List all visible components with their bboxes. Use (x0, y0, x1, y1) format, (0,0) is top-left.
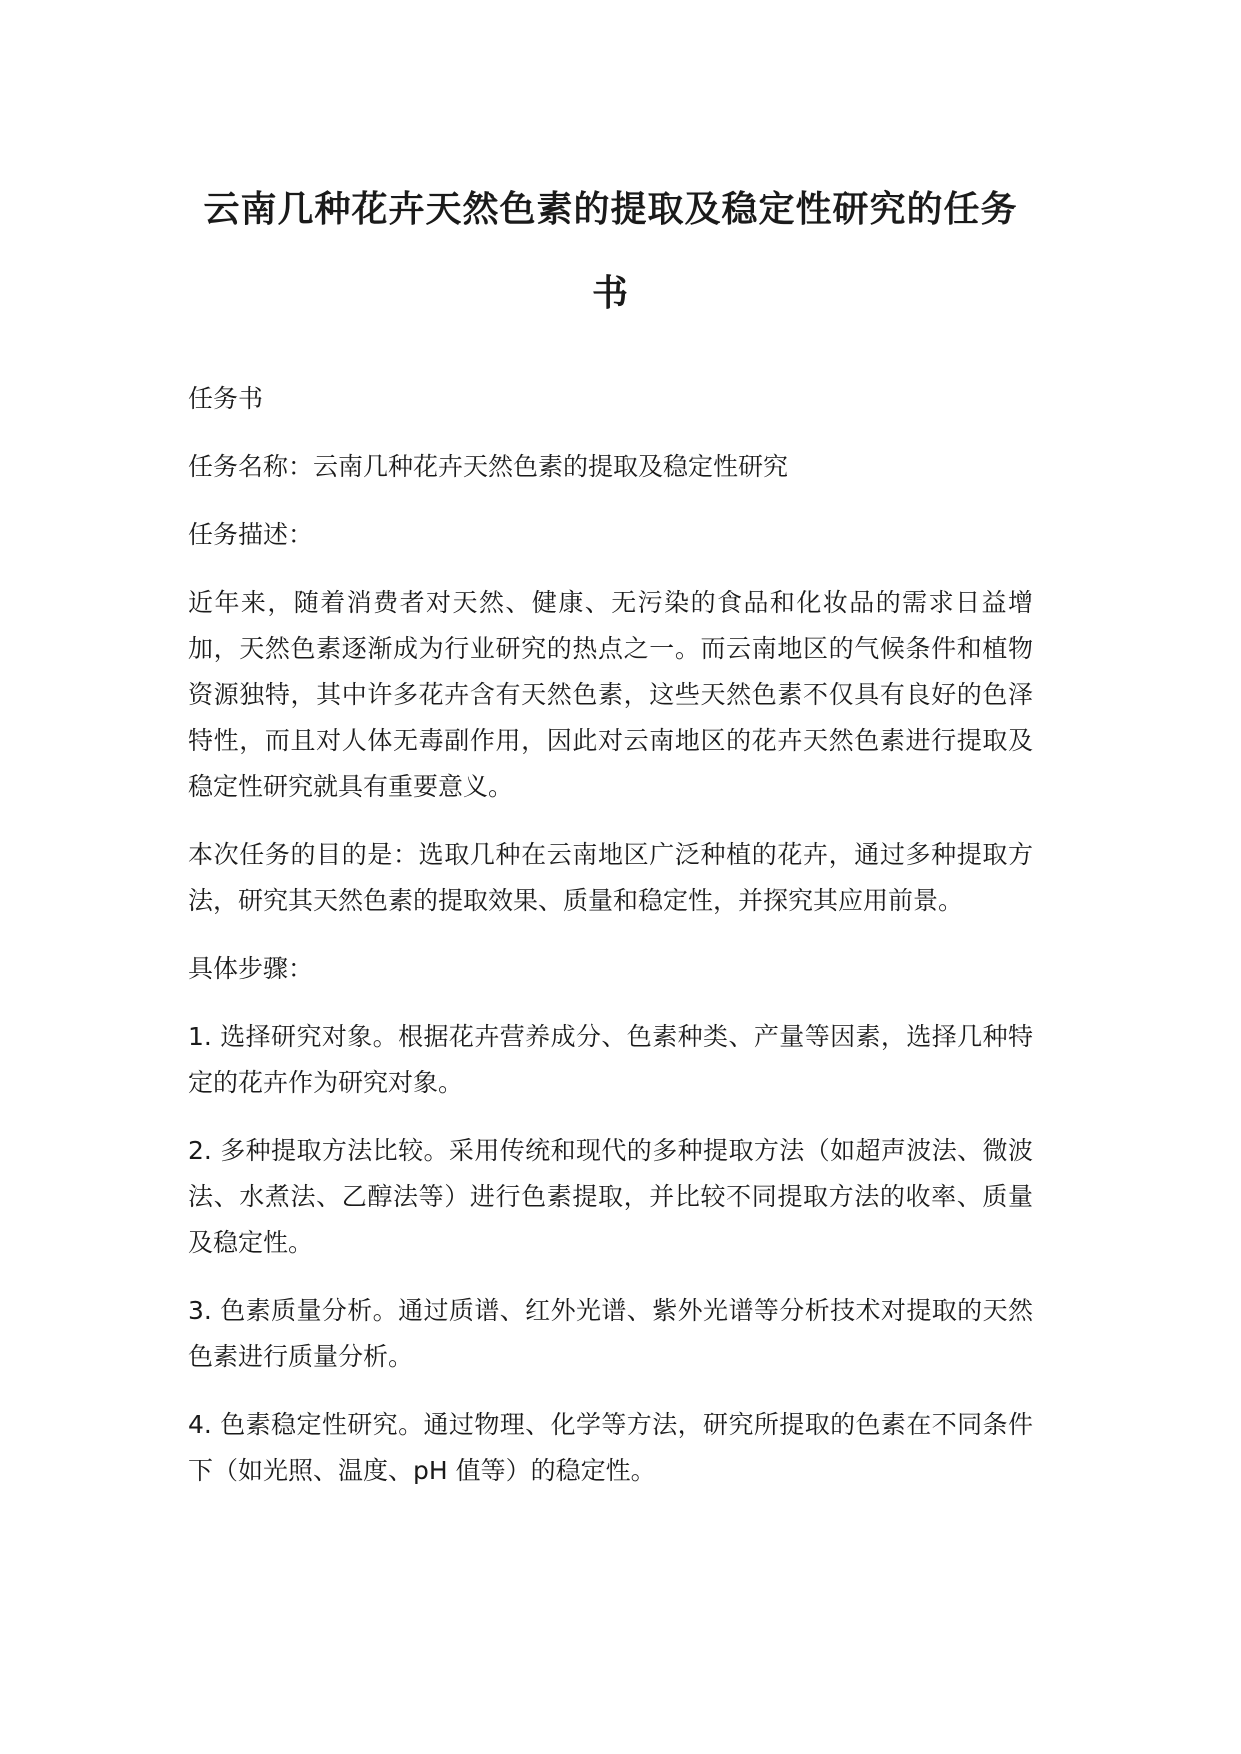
paragraph: 任务书 (188, 384, 264, 413)
paragraph: 任务名称：云南几种花卉天然色素的提取及稳定性研究 (188, 452, 789, 481)
paragraph: 具体步骤： (188, 954, 314, 983)
paragraph: 本次任务的目的是：选取几种在云南地区广泛种植的花卉，通过多种提取方法，研究其天然色素的提取效果、质量和稳定性，并探究其应用前景。 (188, 840, 1033, 915)
paragraph: 2. 多种提取方法比较。采用传统和现代的多种提取方法（如超声波法、微波法、水煮法、乙醇法等）进行色素提取，并比较不同提取方法的收率、质量及稳定性。 (188, 1136, 1033, 1257)
paragraph: 近年来，随着消费者对天然、健康、无污染的食品和化妆品的需求日益增加，天然色素逐渐成为行业研究的热点之一。而云南地区的气候条件和植物资源独特，其中许多花卉含有天然色素，这些天然色素不仅具有良好的色泽特性，而且对人体无毒副作用，因此对云南地区的花卉天然色素进行提取及稳定性研究就具有重要意义。 (188, 588, 1033, 801)
paragraph: 1. 选择研究对象。根据花卉营养成分、色素种类、产量等因素，选择几种特定的花卉作为研究对象。 (188, 1022, 1033, 1097)
document-body (188, 376, 1033, 1516)
paragraph: 任务描述： (188, 520, 314, 549)
paragraph: 4. 色素稳定性研究。通过物理、化学等方法，研究所提取的色素在不同条件下（如光照、温度、pH 值等）的稳定性。 (188, 1410, 1033, 1485)
paragraph: 3. 色素质量分析。通过质谱、红外光谱、紫外光谱等分析技术对提取的天然色素进行质量分析。 (188, 1296, 1033, 1371)
document-title: 云南几种花卉天然色素的提取及稳定性研究的任务书 (203, 189, 1018, 314)
